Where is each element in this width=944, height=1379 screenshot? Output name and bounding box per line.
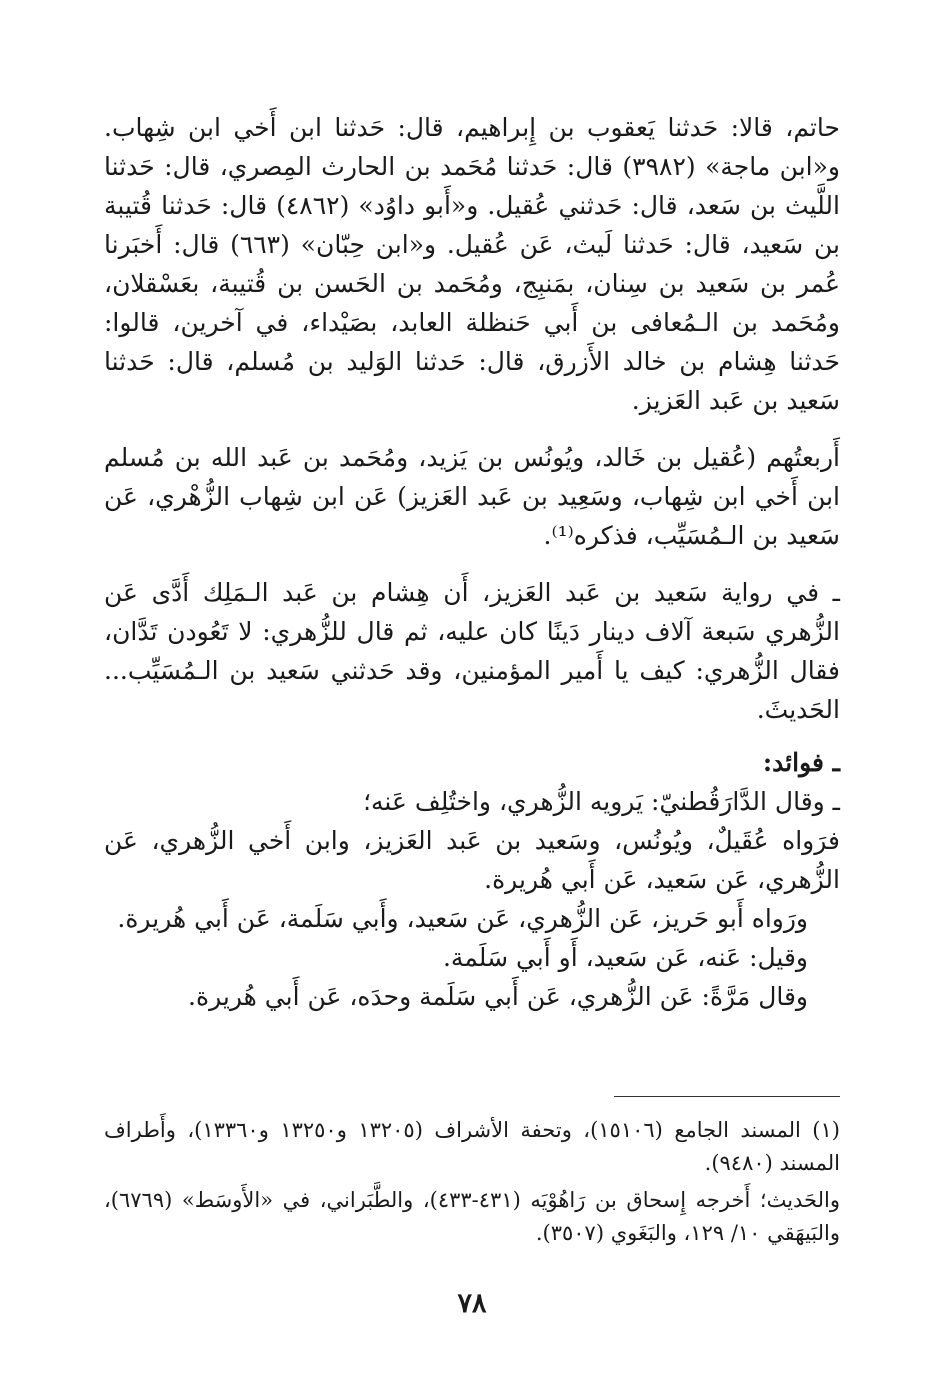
footnote-divider [614,1096,840,1097]
footnotes [104,1114,840,1250]
narration-note-paragraph: ـ في رواية سَعيد بن عَبد العَزيز، أَن هِشام بن عَبد الـمَلِك أَدَّى عَن الزُّهري سَبعة آلاف دينار دَينًا كان عليه، ثم قال للزُّهري: لا تَعُودن تَدَّان، فقال الزُّهري: كيف يا أَمير المؤمنين، وقد حَدثني سَعيد بن الـمُسَيِّب... الحَديثَ. [104,578,840,724]
footnote-2: والحَديث؛ أَخرجه إِسحاق بن رَاهُوْيَه (٤٣١-٤٣٣)، والطَّبَراني، في «الأَوسَط» (٦٧٦٩)، والبَيهَقي ١٠/ ١٢٩، والبَغَوي (٣٥٠٧). [104,1188,840,1245]
riwaya-paragraph-2: ورَواه أَبو حَريز، عَن الزُّهري، عَن سَعيد، وأَبي سَلَمة، عَن أَبي هُريرة. [117,904,808,933]
page-number: ٧٨ [457,1288,487,1319]
riwaya-paragraph-1: فرَواه عُقَيلٌ، ويُونُس، وسَعيد بن عَبد العَزيز، وابن أَخي الزُّهري، عَن الزُّهري، عَن سَعيد، عَن أَبي هُريرة. [104,826,840,894]
riwaya-paragraph-3: وقيل: عَنه، عَن سَعيد، أَو أَبي سَلَمة. [442,943,808,972]
narrators-summary-paragraph: أَربعتُهم (عُقيل بن خَالد، ويُونُس بن يَزيد، ومُحَمد بن عَبد الله بن مُسلم ابن أَخي ابن شِهاب، وسَعِيد بن عَبد العَزيز) عَن ابن شِهاب الزُّهْري، عَن سَعيد بن الـمُسَيِّب، فذكره⁽¹⁾. [104,443,840,550]
hadith-chain-paragraph: حاتم، قالا: حَدثنا يَعقوب بن إِبراهيم، قال: حَدثنا ابن أَخي ابن شِهاب. و«ابن ماجة» (٣٩٨٢) قال: حَدثنا مُحَمد بن الحارث المِصري، قال: حَدثنا اللَّيث بن سَعد، قال: حَدثني عُقيل. و«أَبو داوُد» (٤٨٦٢) قال: حَدثنا قُتيبة بن سَعيد، قال: حَدثنا لَيث، عَن عُقيل. و«ابن حِبّان» (٦٦٣) قال: أَخبَرنا عُمر بن سَعيد بن سِنان، بمَنبِج، ومُحَمد بن الحَسن بن قُتيبة، بعَسْقلان، ومُحَمد بن الـمُعافى بن أَبي حَنظلة العابد، بصَيْداء، في آخرين، قالوا: حَدثنا هِشام بن خالد الأَزرق، قال: حَدثنا الوَليد بن مُسلم، قال: حَدثنا سَعيد بن عَبد العَزيز. [104,113,840,415]
daraqutni-paragraph: ـ وقال الدَّارَقُطنيّ: يَرويه الزُّهري، واختُلِف عَنه؛ [363,787,840,816]
benefits-heading: ـ فوائد: [762,748,840,777]
footnote-1: (١) المسند الجامع (١٥١٠٦)، وتحفة الأشراف (١٣٢٠٥ و١٣٢٥٠ و١٣٣٦٠)، وأَطراف المسند (٩٤٨٠). [104,1118,840,1175]
main-text [104,108,840,1016]
riwaya-paragraph-4: وقال مَرَّةً: عَن الزُّهري، عَن أَبي سَلَمة وحدَه، عَن أَبي هُريرة. [188,982,808,1011]
